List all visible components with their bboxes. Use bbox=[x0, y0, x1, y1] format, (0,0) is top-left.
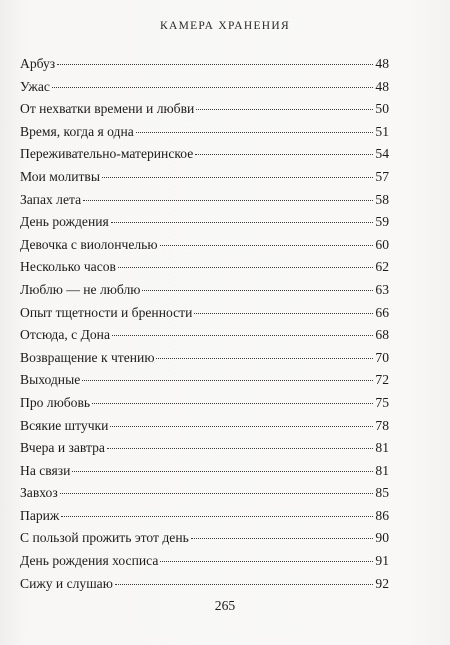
entry-page-number: 60 bbox=[375, 236, 389, 252]
entry-title: Девочка с виолончелью bbox=[20, 236, 158, 252]
entry-page-number: 68 bbox=[375, 327, 389, 343]
dot-leader bbox=[142, 290, 373, 291]
running-header: КАМЕРА ХРАНЕНИЯ bbox=[160, 20, 290, 32]
dot-leader bbox=[110, 426, 373, 427]
toc-entry bbox=[20, 527, 389, 550]
entry-title: Завхоз bbox=[20, 485, 58, 501]
toc-entry bbox=[20, 505, 389, 528]
entry-title: Ужас bbox=[20, 78, 50, 94]
entry-title: Выходные bbox=[20, 372, 81, 388]
entry-title: От нехватки времени и любви bbox=[20, 101, 195, 117]
entry-title: Про любовь bbox=[20, 394, 91, 410]
toc-entry bbox=[20, 256, 389, 279]
toc-entry bbox=[20, 392, 389, 415]
dot-leader bbox=[160, 245, 374, 246]
toc-entry bbox=[20, 121, 389, 144]
entry-page-number: 66 bbox=[375, 304, 389, 320]
toc-entry bbox=[20, 437, 389, 460]
dot-leader bbox=[61, 516, 373, 517]
entry-page-number: 70 bbox=[375, 349, 389, 365]
entry-page-number: 50 bbox=[375, 101, 389, 117]
entry-title: Арбуз bbox=[20, 56, 56, 71]
entry-page-number: 51 bbox=[375, 123, 389, 139]
entry-title: Мои молитвы bbox=[20, 168, 100, 184]
entry-page-number: 58 bbox=[375, 191, 389, 207]
entry-title: Люблю — не люблю bbox=[20, 281, 141, 297]
entry-page-number: 81 bbox=[375, 440, 389, 456]
dot-leader bbox=[72, 471, 373, 472]
dot-leader bbox=[160, 561, 373, 562]
entry-page-number: 48 bbox=[375, 56, 389, 71]
dot-leader bbox=[111, 222, 374, 223]
toc-entry bbox=[20, 369, 389, 392]
entry-title: Опыт тщетности и бренности bbox=[20, 304, 193, 320]
toc-entry bbox=[20, 166, 389, 189]
dot-leader bbox=[191, 538, 374, 539]
toc-entry bbox=[20, 98, 389, 121]
entry-title: Запах лета bbox=[20, 191, 82, 207]
entry-title: Возвращение к чтению bbox=[20, 349, 155, 365]
entry-title: Париж bbox=[20, 507, 60, 523]
toc-entry bbox=[20, 573, 389, 596]
dot-leader bbox=[60, 493, 374, 494]
entry-page-number: 92 bbox=[375, 575, 389, 591]
entry-page-number: 85 bbox=[375, 485, 389, 501]
entry-page-number: 91 bbox=[375, 553, 389, 569]
entry-page-number: 54 bbox=[375, 146, 389, 162]
dot-leader bbox=[112, 335, 373, 336]
dot-leader bbox=[57, 64, 373, 65]
page-number: 265 bbox=[214, 598, 236, 613]
entry-title: День рождения bbox=[20, 214, 109, 230]
entry-page-number: 75 bbox=[375, 394, 389, 410]
entry-title: Вчера и завтра bbox=[20, 440, 105, 456]
entry-page-number: 48 bbox=[375, 78, 389, 94]
entry-page-number: 86 bbox=[375, 507, 389, 523]
dot-leader bbox=[115, 584, 374, 585]
dot-leader bbox=[136, 132, 374, 133]
dot-leader bbox=[102, 177, 373, 178]
entry-page-number: 81 bbox=[375, 462, 389, 478]
dot-leader bbox=[194, 313, 373, 314]
toc-entry bbox=[20, 550, 389, 573]
entry-title: Всякие штучки bbox=[20, 417, 109, 433]
dot-leader bbox=[83, 200, 373, 201]
toc-entry bbox=[20, 76, 389, 99]
entry-title: Переживательно-материнское bbox=[20, 146, 194, 162]
dot-leader bbox=[52, 87, 374, 88]
entry-title: Несколько часов bbox=[20, 259, 116, 275]
toc-entry bbox=[20, 482, 389, 505]
toc-entry bbox=[20, 211, 389, 234]
toc-entry bbox=[20, 302, 389, 325]
entry-title: День рождения хосписа bbox=[20, 553, 159, 569]
toc-entry bbox=[20, 324, 389, 347]
entry-title: На связи bbox=[20, 462, 71, 478]
entry-page-number: 63 bbox=[375, 281, 389, 297]
entry-page-number: 72 bbox=[375, 372, 389, 388]
entry-page-number: 59 bbox=[375, 214, 389, 230]
table-of-contents bbox=[20, 53, 389, 595]
entry-title: С пользой прожить этот день bbox=[20, 530, 189, 546]
toc-entry bbox=[20, 143, 389, 166]
entry-page-number: 78 bbox=[375, 417, 389, 433]
entry-title: Сижу и слушаю bbox=[20, 575, 113, 591]
dot-leader bbox=[196, 109, 373, 110]
toc-entry bbox=[20, 415, 389, 438]
toc-entry bbox=[20, 460, 389, 483]
dot-leader bbox=[195, 154, 373, 155]
entry-title: Время, когда я одна bbox=[20, 123, 134, 139]
dot-leader bbox=[156, 358, 373, 359]
entry-page-number: 90 bbox=[375, 530, 389, 546]
entry-title: Отсюда, с Дона bbox=[20, 327, 110, 343]
dot-leader bbox=[92, 403, 373, 404]
entry-page-number: 57 bbox=[375, 168, 389, 184]
entry-page-number: 62 bbox=[375, 259, 389, 275]
toc-entry bbox=[20, 347, 389, 370]
dot-leader bbox=[82, 380, 373, 381]
toc-entry bbox=[20, 53, 389, 76]
dot-leader bbox=[118, 267, 373, 268]
toc-entry bbox=[20, 234, 389, 257]
toc-entry bbox=[20, 279, 389, 302]
toc-entry bbox=[20, 189, 389, 212]
dot-leader bbox=[107, 448, 373, 449]
